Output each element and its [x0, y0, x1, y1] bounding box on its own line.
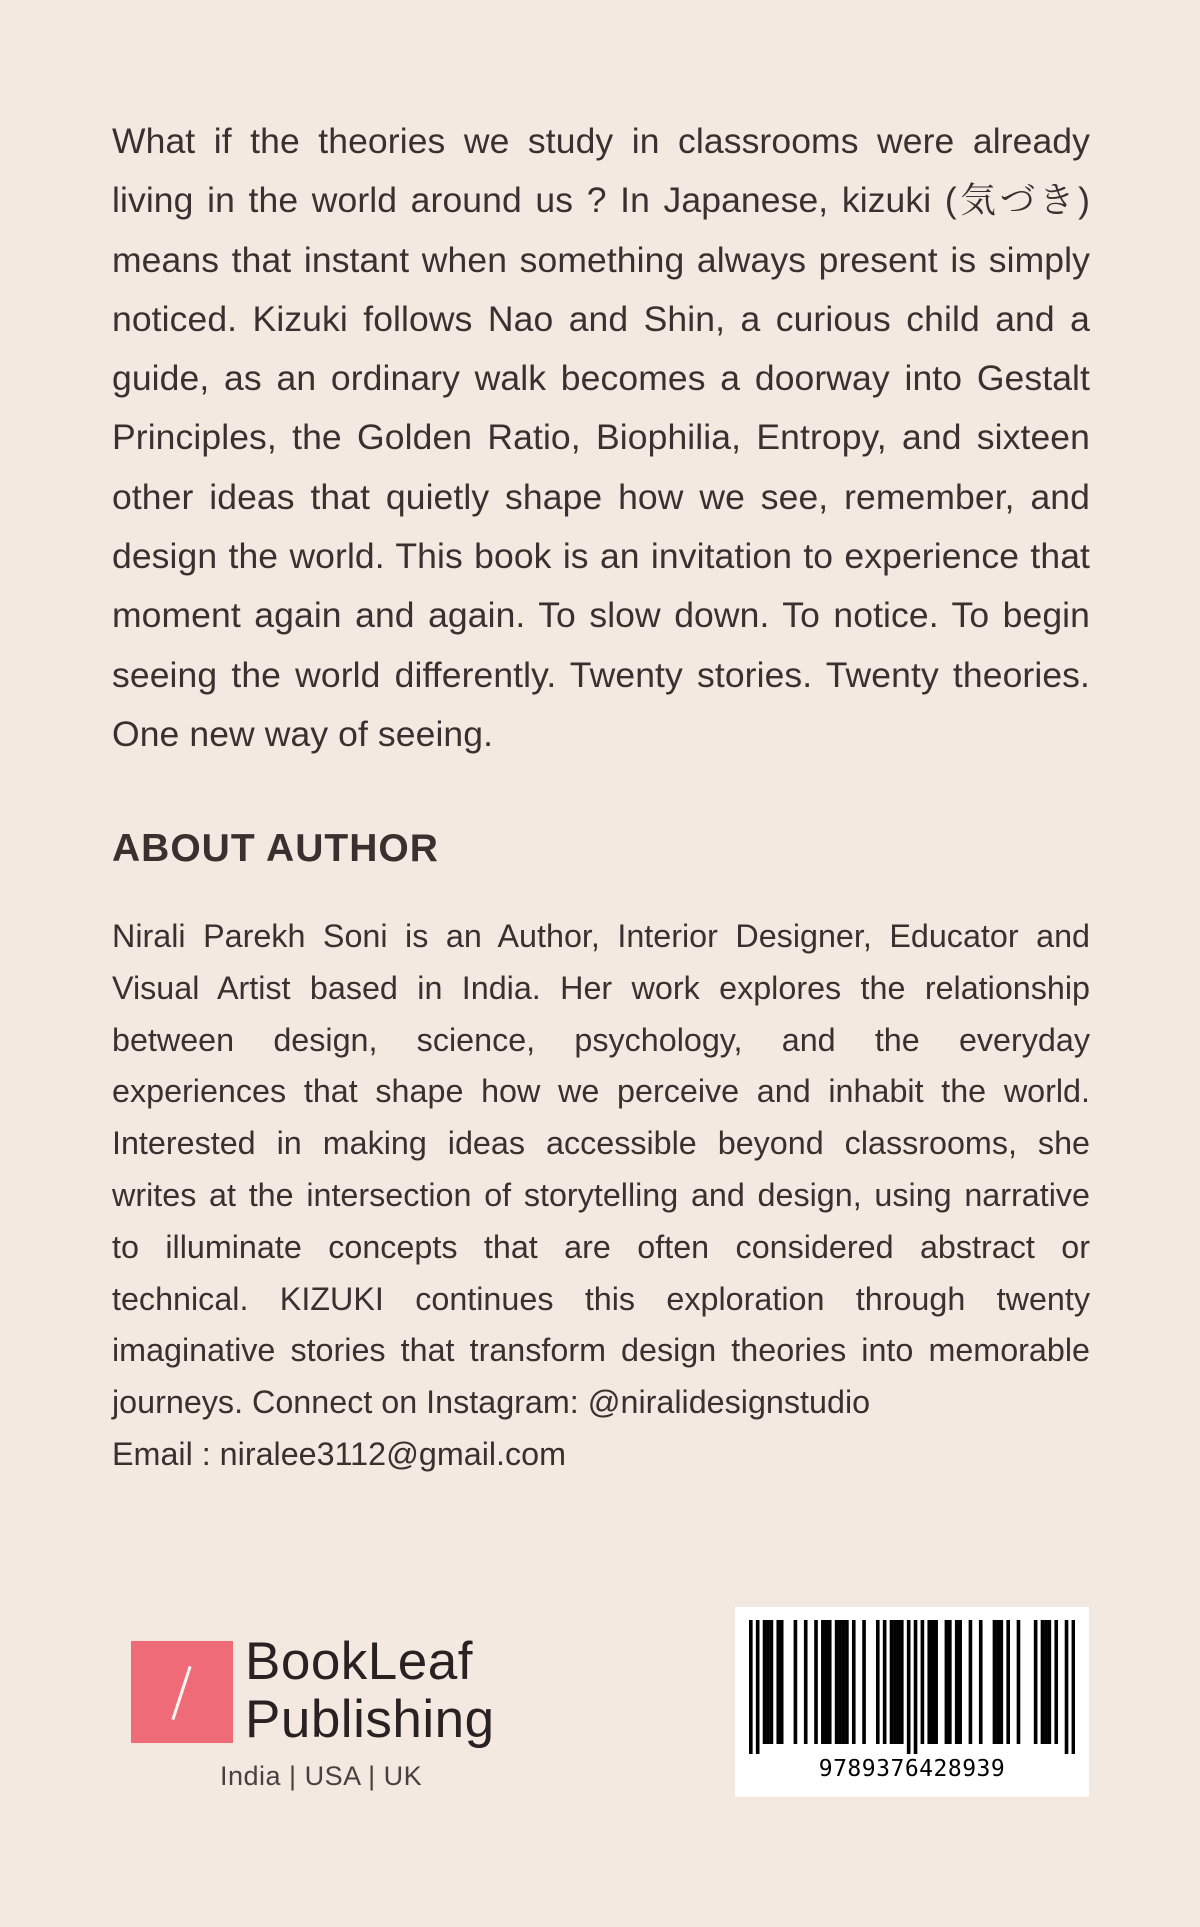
barcode-bar	[845, 1620, 849, 1744]
barcode-bar	[927, 1620, 931, 1744]
barcode-bar	[993, 1620, 997, 1744]
barcode-bar	[958, 1620, 962, 1744]
about-author-text	[112, 911, 1090, 1481]
barcode-bar	[1006, 1620, 1010, 1744]
barcode-bar	[842, 1620, 846, 1744]
barcode-bar	[1017, 1620, 1021, 1744]
barcode-bar	[1054, 1620, 1058, 1744]
barcode-bar	[766, 1620, 770, 1744]
barcode-bar	[763, 1620, 767, 1744]
barcode-bar	[770, 1620, 774, 1744]
publisher-regions: India | USA | UK	[220, 1761, 423, 1791]
barcode-bar	[804, 1620, 808, 1744]
publisher-name-line2: Publishing	[245, 1690, 495, 1749]
barcode-bar	[1065, 1620, 1069, 1754]
barcode-bar	[897, 1620, 901, 1744]
barcode-bar	[1041, 1620, 1045, 1744]
barcode-bar	[756, 1620, 760, 1754]
barcode-bar	[1072, 1620, 1075, 1754]
isbn-number: 9789376428939	[818, 1756, 1006, 1782]
barcode-bar	[883, 1620, 887, 1744]
barcode-bar	[890, 1620, 894, 1744]
barcode-bar	[794, 1620, 798, 1744]
barcode-bar	[780, 1620, 784, 1744]
barcode-bar	[776, 1620, 780, 1744]
about-author-body: Nirali Parekh Soni is an Author, Interior Designer, Educator and Visual Artist based in India. Her work explores the relationship between design, science, psychology, and the everyday experiences that shape how we perceive and inhabit the world. Interested in making ideas accessible beyond classrooms, she writes at the intersection of storytelling and design, using narrative to illuminate concepts that are often considered abstract or technical. KIZUKI continues this exploration through twenty imaginative stories that transform design theories into memorable journeys. Connect on Instagram: @niralidesignstudio	[112, 918, 1090, 1421]
barcode-bar	[814, 1620, 818, 1744]
publisher-name-line1: BookLeaf	[245, 1632, 473, 1691]
barcode-bar	[824, 1620, 828, 1744]
barcode-bar	[893, 1620, 897, 1744]
barcode-bar	[979, 1620, 983, 1744]
slash-mark	[171, 1666, 191, 1720]
barcode-bar	[876, 1620, 880, 1744]
slash-logo-icon	[131, 1641, 233, 1743]
barcode-bar	[948, 1620, 952, 1744]
barcode-bars	[749, 1620, 1075, 1754]
barcode-bar	[1044, 1620, 1048, 1744]
barcode-bar	[1034, 1620, 1038, 1744]
barcode-bar	[955, 1620, 959, 1744]
barcode-bar	[996, 1620, 1000, 1744]
barcode-bar	[934, 1620, 938, 1744]
barcode-bar	[1048, 1620, 1052, 1744]
author-email: Email : niralee3112@gmail.com	[112, 1435, 567, 1472]
barcode-bar	[828, 1620, 832, 1744]
barcode-bar	[945, 1620, 949, 1744]
barcode-bar	[749, 1620, 753, 1754]
publisher-logo	[131, 1632, 521, 1791]
about-author-heading: ABOUT AUTHOR	[112, 827, 439, 870]
barcode-bar	[907, 1620, 911, 1754]
barcode-bar	[862, 1620, 866, 1744]
barcode-bar	[914, 1620, 918, 1754]
barcode-bar	[931, 1620, 935, 1744]
book-blurb: What if the theories we study in classrooms were already living in the world around us ? In Japanese, kizuki (気づき) means that instant when something always present is simply noticed. Kizuki follows Nao and Shin, a curious child and a guide, as an ordinary walk becomes a doorway into Gestalt Principles, the Golden Ratio, Biophilia, Entropy, and sixteen other ideas that quietly shape how we see, remember, and design the world. This book is an invitation to experience that moment again and again. To slow down. To notice. To begin seeing the world differently. Twenty stories. Twenty theories. One new way of seeing.	[112, 121, 1090, 754]
barcode-bar	[969, 1620, 973, 1744]
barcode-bar	[900, 1620, 904, 1744]
barcode-bar	[835, 1620, 839, 1744]
barcode-bar	[921, 1620, 925, 1744]
barcode-bar	[838, 1620, 842, 1744]
barcode-bar	[852, 1620, 856, 1744]
isbn-barcode	[735, 1607, 1089, 1797]
barcode-bar	[1000, 1620, 1004, 1744]
publisher-name	[245, 1633, 495, 1749]
barcode-bar	[821, 1620, 825, 1744]
